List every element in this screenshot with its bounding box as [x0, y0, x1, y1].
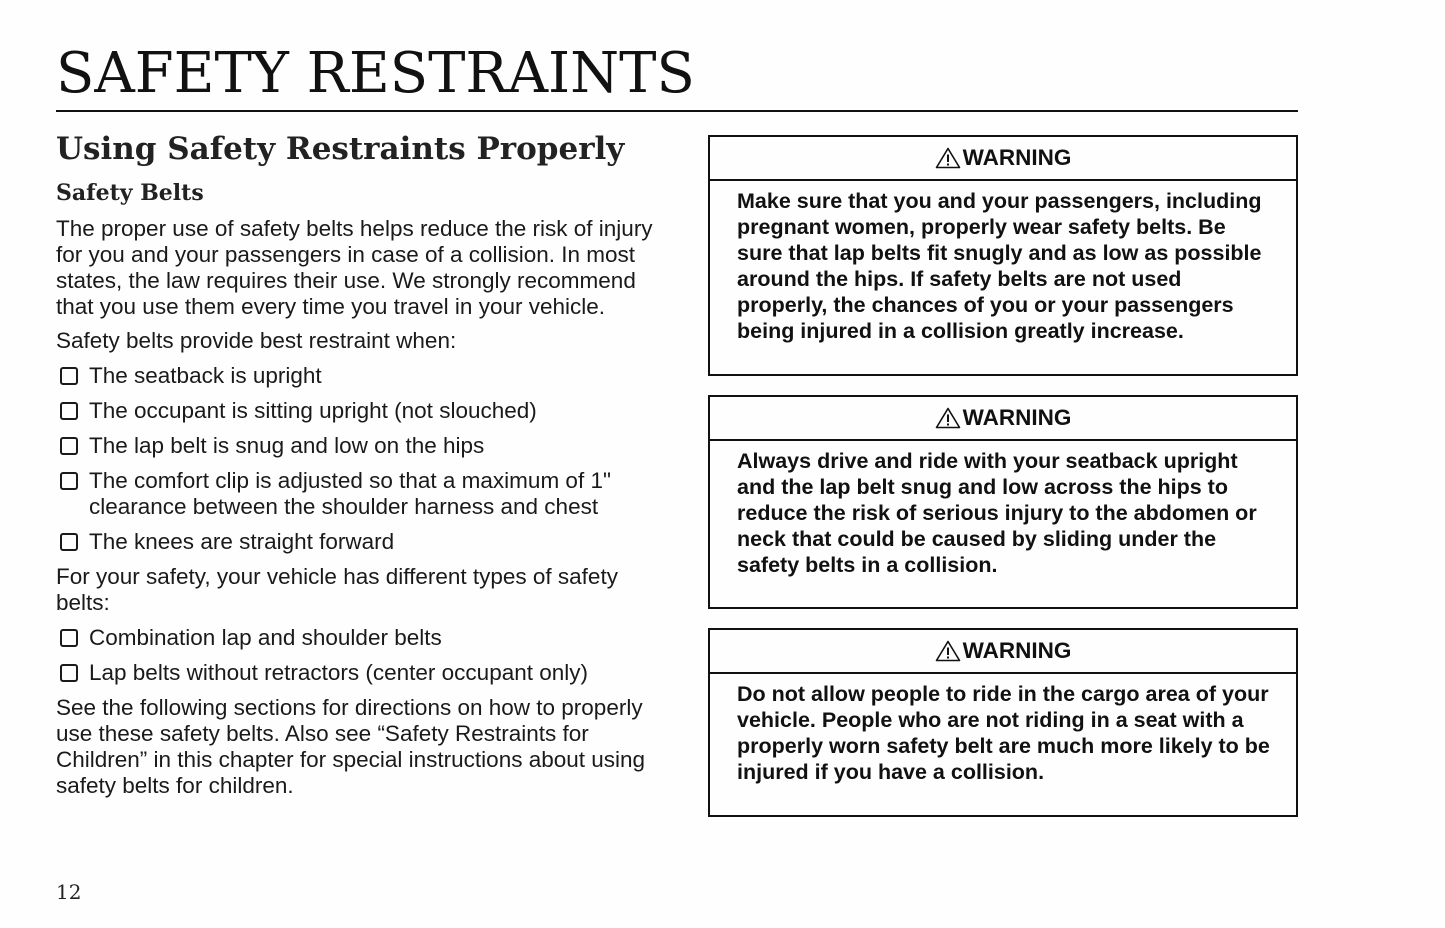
- list-item-text: The comfort clip is adjusted so that a maximum of 1" clearance between the shoulder harness and chest: [89, 468, 611, 519]
- title-divider: [56, 110, 1298, 112]
- warning-box-cargo: [708, 628, 1298, 817]
- subsection-heading: Safety Belts: [56, 180, 204, 206]
- warning-triangle-icon: [935, 640, 961, 662]
- list-item-text: Lap belts without retractors (center occupant only): [89, 660, 588, 685]
- list-item-text: The knees are straight forward: [89, 529, 395, 554]
- closing-paragraph: See the following sections for directions on how to properly use these safety belts. Also see “Safety Restraints for Children” in this chapter for special instructions about using safety belts for children.: [56, 695, 646, 798]
- warning-text: Always drive and ride with your seatback upright and the lap belt snug and low across the hips to reduce the risk of serious injury to the abdomen or neck that could be caused by sliding under the safety belts in a collision.: [737, 449, 1257, 577]
- list-item: [56, 529, 656, 555]
- warning-label: WARNING: [962, 405, 1072, 430]
- warning-triangle-icon: [935, 147, 961, 169]
- left-column: [56, 126, 656, 799]
- list-item-text: The seatback is upright: [89, 363, 322, 388]
- restraint-conditions-list: [56, 363, 656, 555]
- list-item: [56, 363, 656, 389]
- list-item: [56, 433, 656, 459]
- checkbox-icon: [60, 629, 78, 647]
- list-item-text: Combination lap and shoulder belts: [89, 625, 442, 650]
- page-number: 12: [56, 880, 82, 904]
- warning-triangle-icon: [935, 407, 961, 429]
- list-item-text: The lap belt is snug and low on the hips: [89, 433, 485, 458]
- restraint-lead-paragraph: Safety belts provide best restraint when:: [56, 328, 457, 353]
- checkbox-icon: [60, 533, 78, 551]
- list-item: [56, 468, 656, 520]
- page-title: SAFETY RESTRAINTS: [56, 41, 695, 106]
- list-item: [56, 625, 656, 651]
- belt-types-lead-paragraph: For your safety, your vehicle has different types of safety belts:: [56, 564, 618, 615]
- checkbox-icon: [60, 367, 78, 385]
- warning-header: [710, 397, 1296, 441]
- warning-label: WARNING: [962, 145, 1072, 170]
- list-item-text: The occupant is sitting upright (not slouched): [89, 398, 537, 423]
- warning-header: [710, 630, 1296, 674]
- list-item: [56, 660, 656, 686]
- checkbox-icon: [60, 402, 78, 420]
- warning-text: Do not allow people to ride in the cargo area of your vehicle. People who are not riding in a seat with a properly worn safety belt are much more likely to be injured if you have a collision.: [737, 682, 1270, 784]
- intro-paragraph: The proper use of safety belts helps reduce the risk of injury for you and your passengers in case of a collision. In most states, the law requires their use. We strongly recommend that you use them every time you travel in your vehicle.: [56, 216, 653, 319]
- warning-label: WARNING: [962, 638, 1072, 663]
- checkbox-icon: [60, 437, 78, 455]
- checkbox-icon: [60, 472, 78, 490]
- warning-box-passengers: [708, 135, 1298, 376]
- list-item: [56, 398, 656, 424]
- warning-box-seatback: [708, 395, 1298, 609]
- warning-text: Make sure that you and your passengers, including pregnant women, properly wear safety belts. Be sure that lap belts fit snugly and as low as possible around the hips. If safety belts are not used properly, the chances of you or your passengers being injured in a collision greatly increase.: [737, 189, 1262, 343]
- section-heading: Using Safety Restraints Properly: [56, 131, 625, 167]
- warning-header: [710, 137, 1296, 181]
- belt-types-list: [56, 625, 656, 686]
- checkbox-icon: [60, 664, 78, 682]
